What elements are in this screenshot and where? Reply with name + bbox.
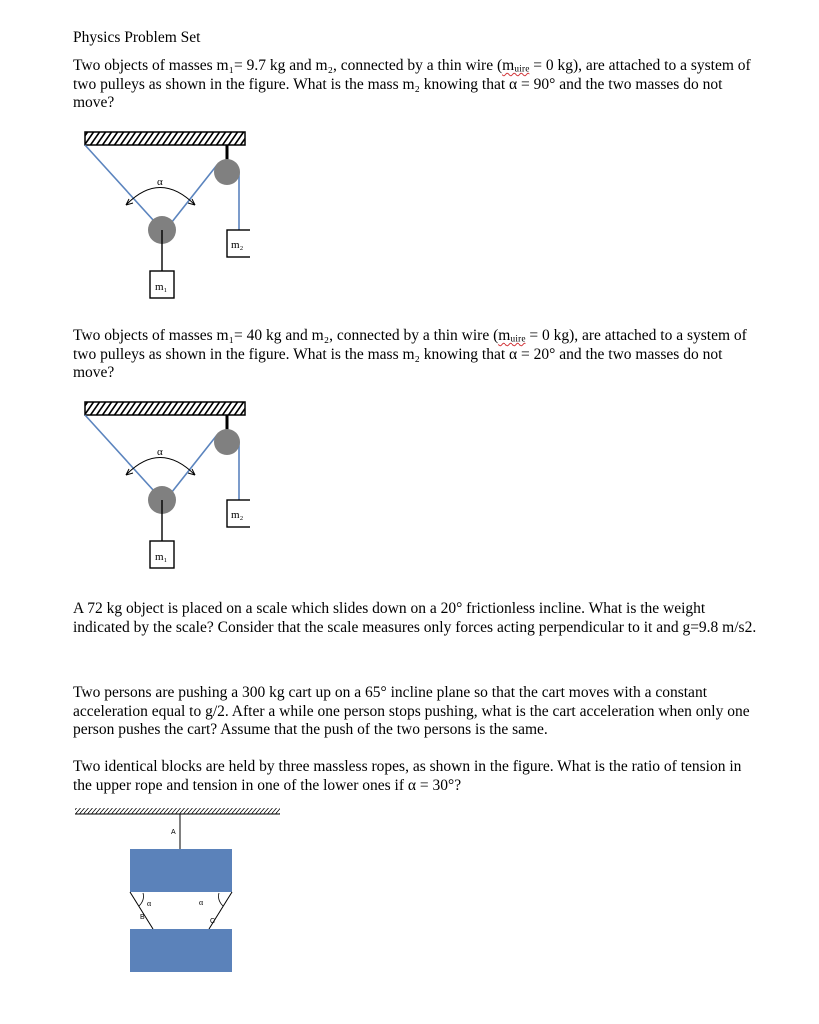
pulley-top <box>214 429 240 455</box>
problem-2-text: Two objects of masses m₁= 40 kg and m₂, connected by a thin wire (mᵤᵢᵣₑ = 0 kg), are attached to a system of two pulleys as shown in the figure. What is the mass m₂ knowing that α = 20° and the two masses do not move? <box>73 327 747 381</box>
wire-subscript: mᵤᵢᵣₑ <box>502 57 530 74</box>
problem-1-text: Two objects of masses m₁= 9.7 kg and m₂, connected by a thin wire (mᵤᵢᵣₑ = 0 kg), are attached to a system of two pulleys as shown in the figure. What is the mass m₂ knowing that α = 90° and the two masses do not move? <box>73 57 751 111</box>
blocks-figure <box>73 805 288 980</box>
page-title: Physics Problem Set <box>73 29 201 46</box>
wire-subscript: mᵤᵢᵣₑ <box>498 327 526 344</box>
pulley-figure-1 <box>80 130 250 310</box>
problem-4-text: Two persons are pushing a 300 kg cart up on a 65° incline plane so that the cart moves with a constant acceleration equal to g/2. After a while one person stops pushing, what is the cart acceleration when only one person pushes the cart? Assume that the push of the two persons is the same. <box>73 684 750 738</box>
m2-label: m₂ <box>231 239 244 251</box>
upper-block <box>130 849 232 892</box>
pulley-figure-2 <box>80 400 250 580</box>
ceiling <box>85 402 245 415</box>
rope-b <box>130 892 153 929</box>
ceiling <box>85 132 245 145</box>
pulley-top <box>214 159 240 185</box>
angle-arc-right <box>219 893 224 906</box>
ceiling <box>75 808 280 814</box>
m1-label: m₁ <box>155 281 168 293</box>
label-a: A <box>171 829 176 836</box>
m2-label: m₂ <box>231 509 244 521</box>
label-c: C <box>210 918 216 925</box>
problem-5-text: Two identical blocks are held by three massless ropes, as shown in the figure. What is the ratio of tension in the upper rope and tension in one of the lower ones if α = 30°? <box>73 758 742 794</box>
alpha-label: α <box>157 176 163 188</box>
angle-arc-left <box>139 893 144 906</box>
lower-block <box>130 929 232 972</box>
alpha-left: α <box>147 899 152 908</box>
m1-label: m₁ <box>155 551 168 563</box>
alpha-right: α <box>199 898 204 907</box>
label-b: B <box>140 914 145 921</box>
alpha-label: α <box>157 446 163 458</box>
problem-3-text: A 72 kg object is placed on a scale which slides down on a 20° frictionless incline. What is the weight indicated by the scale? Consider that the scale measures only forces acting perpendicular to it and g=9.8 m/s2. <box>73 600 757 636</box>
